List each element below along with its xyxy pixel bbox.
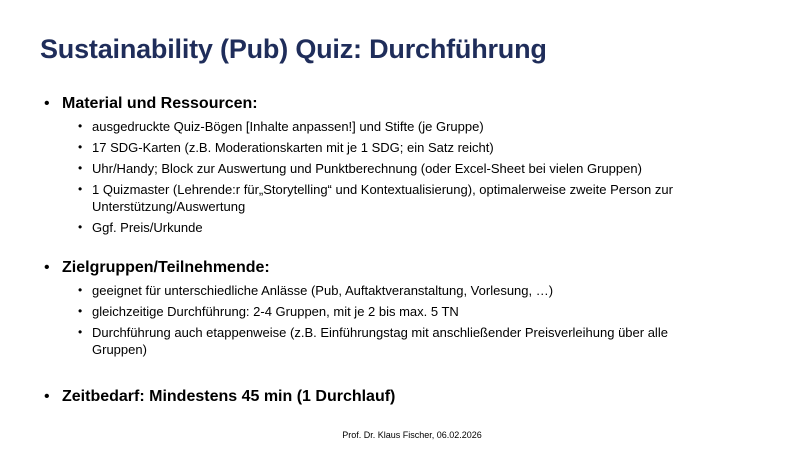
section-heading-text: Zeitbedarf: Mindestens 45 min (1 Durchlauf) xyxy=(62,388,396,405)
section-heading xyxy=(44,258,764,278)
list-item xyxy=(78,118,764,135)
slide-title: Sustainability (Pub) Quiz: Durchführung xyxy=(40,34,547,64)
bullet: • xyxy=(78,283,83,297)
bullet: • xyxy=(78,161,83,175)
section-zielgruppen xyxy=(44,258,764,358)
list-item xyxy=(78,282,764,299)
section-heading-text: Zielgruppen/Teilnehmende: xyxy=(62,259,270,276)
bullet: • xyxy=(78,140,83,154)
section-material xyxy=(44,94,764,236)
section-heading-text: Material und Ressourcen: xyxy=(62,95,258,112)
section-zeitbedarf xyxy=(44,387,764,407)
bullet: • xyxy=(78,304,83,318)
list-item xyxy=(78,139,764,156)
list-item xyxy=(78,303,764,320)
bullet: • xyxy=(78,325,83,339)
material-list xyxy=(44,118,764,236)
list-item xyxy=(78,219,764,236)
list-item-text: geeignet für unterschiedliche Anlässe (Pub, Auftaktveranstaltung, Vorlesung, …) xyxy=(92,283,554,298)
section-heading xyxy=(44,94,764,114)
bullet: • xyxy=(78,220,83,234)
list-item xyxy=(78,324,764,358)
footer xyxy=(0,430,800,440)
list-item-text: 1 Quizmaster (Lehrende:r für„Storytelling“ und Kontextualisierung), optimalerweise zweite Person zur Unterstützung/Auswertung xyxy=(92,182,673,214)
list-item-text: Ggf. Preis/Urkunde xyxy=(92,220,203,235)
list-item-text: gleichzeitige Durchführung: 2-4 Gruppen, mit je 2 bis max. 5 TN xyxy=(92,304,459,319)
bullet: • xyxy=(44,95,50,112)
list-item-text: 17 SDG-Karten (z.B. Moderationskarten mit je 1 SDG; ein Satz reicht) xyxy=(92,140,494,155)
footer-text: Prof. Dr. Klaus Fischer, 06.02.2026 xyxy=(342,430,482,440)
list-item xyxy=(78,160,764,177)
section-heading xyxy=(44,387,764,407)
zielgruppen-list xyxy=(44,282,764,358)
bullet: • xyxy=(78,119,83,133)
bullet: • xyxy=(44,388,50,405)
bullet: • xyxy=(78,182,83,196)
list-item-text: ausgedruckte Quiz-Bögen [Inhalte anpassen!] und Stifte (je Gruppe) xyxy=(92,119,484,134)
list-item xyxy=(78,181,764,215)
list-item-text: Durchführung auch etappenweise (z.B. Einführungstag mit anschließender Preisverleihung über alle Gruppen) xyxy=(92,325,668,357)
list-item-text: Uhr/Handy; Block zur Auswertung und Punktberechnung (oder Excel-Sheet bei vielen Gruppen) xyxy=(92,161,642,176)
bullet: • xyxy=(44,259,50,276)
